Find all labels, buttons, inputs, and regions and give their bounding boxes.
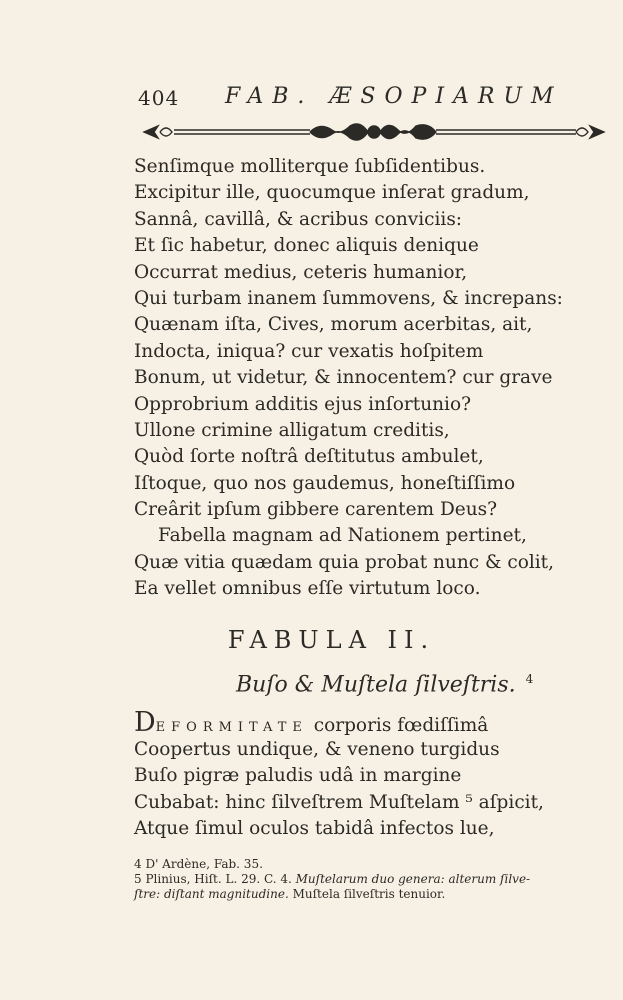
- opening-smallcaps: EFORMITATE: [155, 720, 308, 735]
- verse-line: Et ſic habetur, donec aliquis denique: [134, 235, 479, 257]
- verse-block-fable: [134, 707, 604, 843]
- page-header: [0, 84, 623, 114]
- verse-line: Quòd ſorte noſtrâ deſtitutus ambulet,: [134, 446, 484, 468]
- verse-line: Indocta, iniqua? cur vexatis hoſpitem: [134, 340, 484, 362]
- drop-cap: D: [134, 707, 156, 738]
- footnotes: [134, 857, 614, 902]
- verse-line: Ullone crimine alligatum creditis,: [134, 419, 450, 441]
- footnote-5-quote: Muſtelarum duo genera: alterum ſilve-: [295, 872, 531, 886]
- opening-rest: corporis fœdiſſimâ: [307, 715, 489, 736]
- verse-line: Opprobrium additis ejus inſortunio?: [134, 393, 472, 415]
- moral-line: Fabella magnam ad Nationem pertinet,: [158, 525, 527, 547]
- footnote-5-source: 5 Plinius, Hiſt. L. 29. C. 4.: [134, 872, 292, 886]
- footnote-ref-4: 4: [525, 672, 534, 686]
- footnote-5-quote-cont: ſtre: diſtant magnitudine.: [134, 887, 289, 901]
- verse-line: Coopertus undique, & veneno turgidus: [134, 739, 500, 760]
- page-number: 404: [138, 86, 180, 110]
- moral-line: Quæ vitia quædam quia probat nunc & colit,: [134, 551, 554, 573]
- verse-line: Cubabat: hinc ſilveſtrem Muſtelam ⁵ aſpicit,: [134, 791, 544, 813]
- verse-line: Bonum, ut videtur, & innocentem? cur grave: [134, 367, 553, 389]
- verse-line: Occurrat medius, ceteris humanior,: [134, 261, 468, 283]
- footnote-5-end: Muſtela ſilveſtris tenuior.: [292, 887, 446, 901]
- footnote-5-cont: [134, 887, 614, 902]
- moral-line: Ea vellet omnibus eſſe virtutum loco.: [134, 578, 481, 600]
- footnote-5: [134, 872, 614, 887]
- verse-line: Creârit ipſum gibbere carentem Deus?: [134, 499, 498, 521]
- verse-line: Excipitur ille, quocumque inſerat gradum,: [134, 182, 530, 204]
- verse-line: Senſimque molliterque ſubſidentibus.: [134, 156, 486, 177]
- opening-line: [134, 707, 604, 738]
- verse-line: Atque ſimul oculos tabidâ infectos lue,: [134, 818, 495, 840]
- verse-line: Iſtoque, quo nos gaudemus, honeſtiſſimo: [134, 472, 516, 494]
- fable-subtitle-text: Buſo & Muſtela ſilveſtris.: [236, 672, 516, 698]
- verse-block-main: [134, 154, 594, 603]
- fable-title: FABULA II.: [227, 626, 436, 654]
- verse-line: Buſo pigræ paludis udâ in margine: [134, 765, 462, 787]
- decorative-rule-ornament: [140, 118, 608, 146]
- footnote-4: 4 D' Ardène, Fab. 35.: [134, 857, 263, 871]
- verse-line: Quænam iſta, Cives, morum acerbitas, ait,: [134, 314, 533, 336]
- verse-line: Qui turbam inanem ſummovens, & increpans:: [134, 287, 563, 309]
- fable-subtitle: [236, 672, 533, 697]
- verse-line: Sannâ, cavillâ, & acribus conviciis:: [134, 208, 463, 230]
- running-head: FAB. ÆSOPIARUM: [225, 84, 563, 109]
